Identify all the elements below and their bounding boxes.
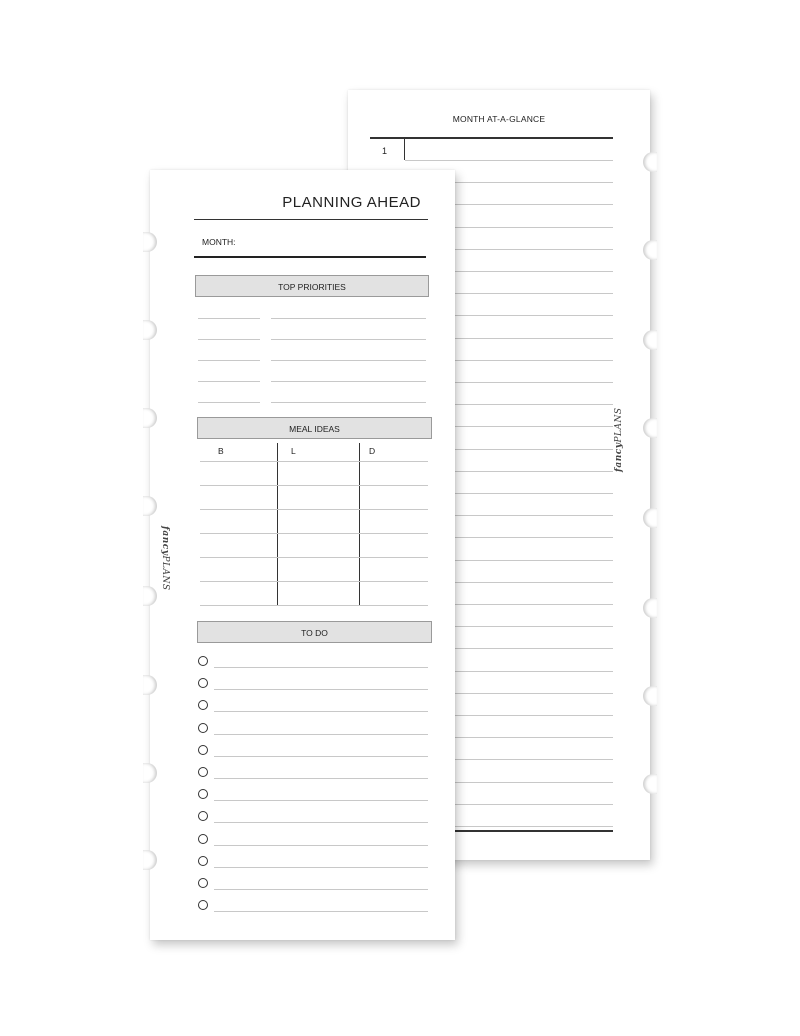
todo-line[interactable]: [214, 822, 428, 823]
todo-checkbox[interactable]: [198, 811, 208, 821]
meal-row-line[interactable]: [200, 509, 428, 510]
disc-notch: [143, 320, 157, 340]
todo-line[interactable]: [214, 867, 428, 868]
todo-checkbox[interactable]: [198, 789, 208, 799]
to-do-header: TO DO: [197, 621, 432, 643]
disc-notch: [143, 586, 157, 606]
brand-logo: fancyPLANS: [614, 407, 624, 472]
priority-text-line[interactable]: [271, 339, 426, 340]
priority-text-line[interactable]: [271, 318, 426, 319]
glance-day-divider: [404, 138, 405, 160]
meal-row-line[interactable]: [200, 605, 428, 606]
meal-row-line[interactable]: [200, 461, 428, 462]
meal-column-dinner: D: [369, 446, 376, 456]
todo-line[interactable]: [214, 711, 428, 712]
todo-line[interactable]: [214, 845, 428, 846]
glance-top-rule: [370, 137, 613, 139]
todo-line[interactable]: [214, 911, 428, 912]
priority-number-line[interactable]: [198, 381, 260, 382]
disc-notch: [143, 850, 157, 870]
priority-text-line[interactable]: [271, 402, 426, 403]
disc-notch: [143, 763, 157, 783]
month-at-a-glance-title: MONTH AT-A-GLANCE: [452, 114, 546, 124]
priority-number-line[interactable]: [198, 360, 260, 361]
month-field-line[interactable]: [194, 256, 426, 258]
todo-checkbox[interactable]: [198, 900, 208, 910]
meal-row-line[interactable]: [200, 485, 428, 486]
todo-line[interactable]: [214, 689, 428, 690]
todo-line[interactable]: [214, 734, 428, 735]
disc-notch: [643, 508, 657, 528]
priority-number-line[interactable]: [198, 339, 260, 340]
disc-notch: [643, 240, 657, 260]
todo-line[interactable]: [214, 778, 428, 779]
disc-notch: [643, 330, 657, 350]
todo-line[interactable]: [214, 667, 428, 668]
disc-notch: [143, 496, 157, 516]
meal-column-breakfast: B: [218, 446, 224, 456]
disc-notch: [643, 598, 657, 618]
meal-row-line[interactable]: [200, 533, 428, 534]
glance-day-line[interactable]: [405, 160, 613, 161]
priority-number-line[interactable]: [198, 402, 260, 403]
todo-line[interactable]: [214, 889, 428, 890]
glance-day-number: 1: [382, 146, 388, 156]
priority-number-line[interactable]: [198, 318, 260, 319]
meal-row-line[interactable]: [200, 581, 428, 582]
priority-text-line[interactable]: [271, 360, 426, 361]
priority-text-line[interactable]: [271, 381, 426, 382]
disc-notch: [643, 686, 657, 706]
disc-notch: [143, 675, 157, 695]
todo-checkbox[interactable]: [198, 700, 208, 710]
todo-checkbox[interactable]: [198, 878, 208, 888]
disc-notch: [143, 232, 157, 252]
todo-checkbox[interactable]: [198, 745, 208, 755]
top-priorities-header: TOP PRIORITIES: [195, 275, 429, 297]
planning-ahead-page: [150, 170, 455, 940]
todo-checkbox[interactable]: [198, 834, 208, 844]
todo-checkbox[interactable]: [198, 856, 208, 866]
meal-ideas-header: MEAL IDEAS: [197, 417, 432, 439]
title-rule: [194, 219, 428, 220]
page-title: PLANNING AHEAD: [282, 194, 421, 211]
todo-checkbox[interactable]: [198, 767, 208, 777]
disc-notch: [643, 152, 657, 172]
todo-checkbox[interactable]: [198, 678, 208, 688]
disc-notch: [143, 408, 157, 428]
meal-column-lunch: L: [291, 446, 296, 456]
month-label: MONTH:: [202, 237, 236, 247]
todo-checkbox[interactable]: [198, 723, 208, 733]
todo-line[interactable]: [214, 756, 428, 757]
brand-logo: fancyPLANS: [160, 526, 170, 591]
disc-notch: [643, 418, 657, 438]
todo-line[interactable]: [214, 800, 428, 801]
disc-notch: [643, 774, 657, 794]
meal-row-line[interactable]: [200, 557, 428, 558]
todo-checkbox[interactable]: [198, 656, 208, 666]
